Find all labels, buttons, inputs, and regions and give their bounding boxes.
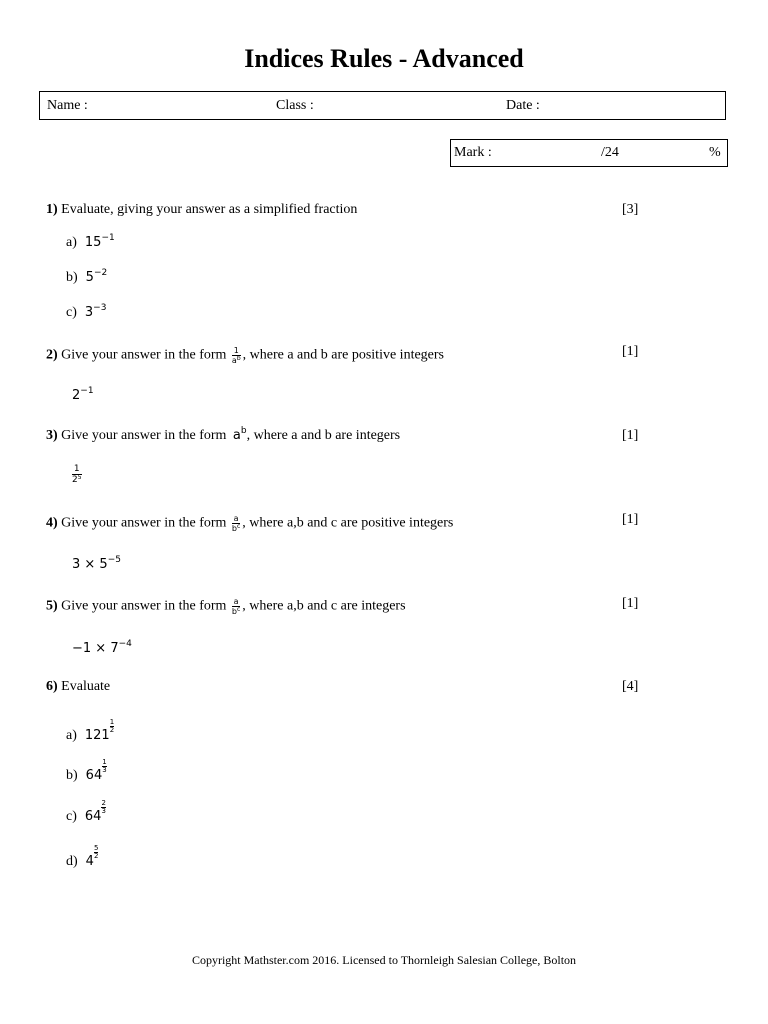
question-text: Evaluate, giving your answer as a simplified fraction <box>61 202 358 217</box>
question-4-marks: [1] <box>622 512 639 527</box>
question-text-end: , where a,b and c are positive integers <box>242 515 454 531</box>
question-text-end: , where a and b are positive integers <box>242 347 444 363</box>
question-1-marks: [3] <box>622 202 639 217</box>
form-numerator: 1 <box>233 346 239 355</box>
base: 64 <box>85 768 103 783</box>
mark-box <box>450 139 728 167</box>
part-label: b) <box>66 270 78 285</box>
question-6 <box>46 679 110 695</box>
exponent-denominator: 3 <box>102 766 107 774</box>
exponent-numerator: 1 <box>109 718 115 726</box>
question-number: 6) <box>46 679 58 694</box>
exponent-denominator: 2 <box>93 852 99 860</box>
question-5-expression <box>72 641 132 656</box>
form-exponent: b <box>236 355 241 362</box>
form-denominator <box>232 356 241 365</box>
answer-form-fraction <box>232 514 240 533</box>
question-3-expression <box>70 464 84 485</box>
exponent-denominator: 2 <box>109 726 115 734</box>
question-text: Evaluate <box>61 679 111 694</box>
exponent-denominator: 3 <box>101 807 106 815</box>
question-6-part-d <box>66 845 98 870</box>
question-text-end: , where a,b and c are integers <box>242 598 406 614</box>
exponent: −1 <box>80 386 94 396</box>
date-label: Date : <box>506 98 540 113</box>
base: 2 <box>72 475 78 485</box>
question-1-part-c <box>66 305 106 321</box>
class-label: Class : <box>276 98 314 113</box>
form-exponent: b <box>240 426 247 436</box>
form-numerator: a <box>233 514 239 523</box>
exponent: −3 <box>93 303 107 313</box>
part-label: a) <box>66 728 77 743</box>
question-text: Give your answer in the form <box>61 598 227 614</box>
name-label: Name : <box>47 98 88 113</box>
answer-form-fraction <box>232 597 240 616</box>
question-2 <box>46 346 444 365</box>
question-3-marks: [1] <box>622 428 639 443</box>
question-number: 4) <box>46 515 58 531</box>
question-number: 5) <box>46 598 58 614</box>
base: 121 <box>84 728 110 743</box>
form-base: b <box>231 607 237 616</box>
exponent-numerator: 2 <box>101 799 106 807</box>
part-label: c) <box>66 809 77 824</box>
question-6-part-c <box>66 800 106 825</box>
base: 5 <box>85 270 94 285</box>
question-3 <box>46 428 400 444</box>
answer-form-power <box>233 428 247 443</box>
page-title: Indices Rules - Advanced <box>244 44 524 73</box>
exponent: −2 <box>93 268 108 278</box>
form-denominator <box>232 524 240 533</box>
question-2-expression <box>72 388 94 403</box>
mark-total: /24 <box>601 145 619 160</box>
mark-percent: % <box>709 145 721 160</box>
fraction-exponent <box>110 719 114 734</box>
student-info-box <box>39 91 726 120</box>
question-5-marks: [1] <box>622 596 639 611</box>
fraction-exponent <box>102 759 106 774</box>
part-label: d) <box>66 854 78 869</box>
form-base: a <box>231 356 237 365</box>
base: 3 <box>84 305 94 320</box>
coefficient-base: −1 × 7 <box>72 641 119 656</box>
question-text: Give your answer in the form <box>61 515 227 531</box>
form-numerator: a <box>233 597 239 606</box>
exponent-numerator: 1 <box>102 758 107 766</box>
form-base: a <box>232 428 241 443</box>
form-exponent: c <box>236 523 241 530</box>
part-label: c) <box>66 305 77 320</box>
mark-label: Mark : <box>454 145 492 160</box>
form-denominator <box>232 607 240 616</box>
question-number: 3) <box>46 428 58 443</box>
question-text: Give your answer in the form <box>61 347 227 363</box>
base: 2 <box>72 388 81 403</box>
numerator: 1 <box>73 464 80 474</box>
question-2-marks: [1] <box>622 344 639 359</box>
question-4-expression <box>72 557 121 572</box>
question-1-part-a <box>66 235 115 251</box>
exponent: −4 <box>118 639 132 649</box>
question-number: 1) <box>46 202 58 217</box>
fraction-exponent <box>94 845 98 860</box>
answer-form-fraction <box>232 346 241 365</box>
part-label: b) <box>66 768 78 783</box>
copyright-footer: Copyright Mathster.com 2016. Licensed to Thornleigh Salesian College, Bolton <box>191 953 577 967</box>
question-1 <box>46 202 357 218</box>
base: 64 <box>84 809 102 824</box>
fraction-exponent <box>101 800 105 815</box>
base: 4 <box>85 854 94 869</box>
part-label: a) <box>66 235 77 250</box>
coefficient-base: 3 × 5 <box>72 557 108 572</box>
exponent: 5 <box>77 474 82 481</box>
form-exponent: c <box>236 606 241 613</box>
exponent: −1 <box>101 233 115 243</box>
question-1-part-b <box>66 270 107 286</box>
question-6-part-a <box>66 719 114 744</box>
question-text-end: , where a and b are integers <box>246 428 401 443</box>
form-base: b <box>231 524 237 533</box>
exponent-numerator: 5 <box>93 844 99 852</box>
question-6-marks: [4] <box>622 679 639 694</box>
denominator <box>72 475 82 485</box>
exponent: −5 <box>107 555 121 565</box>
question-6-part-b <box>66 759 107 784</box>
question-text: Give your answer in the form <box>61 428 227 443</box>
question-number: 2) <box>46 347 58 363</box>
question-4 <box>46 514 453 533</box>
question-5 <box>46 597 406 616</box>
base: 15 <box>84 235 102 250</box>
expression-fraction <box>72 464 82 485</box>
